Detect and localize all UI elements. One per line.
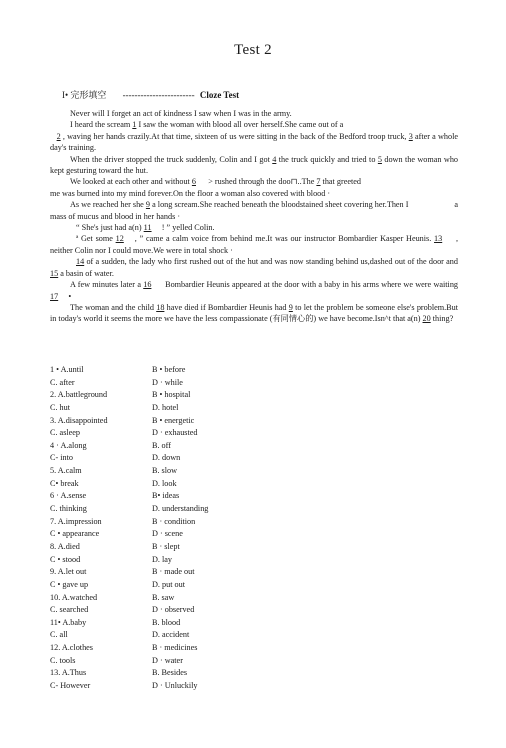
blank-16: 16 — [143, 280, 152, 290]
option-row — [50, 377, 272, 390]
text: to let the problem be someone else's problem.But in today's world it seems the more we have the less compassionate (有同情心的) we have become.Isn^t that a(n) — [50, 302, 458, 324]
option-right: B · made out — [152, 567, 195, 577]
option-right: B. off — [152, 440, 171, 450]
option-row — [50, 629, 272, 642]
text: ª Get some — [76, 234, 116, 244]
option-right: B • hospital — [152, 390, 191, 400]
text: down the woman who kept gesturing toward the hut. — [50, 154, 459, 176]
text: have died if Bombardier Heunis had — [164, 302, 289, 312]
option-row — [50, 554, 272, 567]
blank-11: 11 — [143, 223, 152, 233]
option-right: B. slow — [152, 466, 178, 476]
option-left: 11• A.baby — [50, 617, 87, 627]
blank-12: 12 — [115, 234, 124, 244]
option-row — [50, 415, 272, 428]
paragraph-1: Never will I forget an act of kindness I saw when I was in the army. — [70, 109, 292, 118]
option-left: C. asleep — [50, 428, 81, 438]
option-left: C • appearance — [50, 529, 100, 539]
option-row — [50, 503, 272, 516]
paragraph-5 — [50, 199, 458, 222]
blank-5: 5 — [377, 154, 382, 164]
text: I heard the scream — [70, 120, 133, 130]
option-row — [50, 528, 272, 541]
option-row — [50, 465, 272, 478]
blank-18: 18 — [156, 302, 165, 312]
text: • — [66, 291, 72, 301]
blank-6: 6 — [191, 177, 196, 187]
text: a mass of mucus and blood in her hands · — [50, 200, 459, 221]
blank-13: 13 — [434, 234, 443, 244]
option-right: D. put out — [152, 579, 185, 589]
paragraph-10 — [50, 302, 458, 325]
paragraph-8 — [50, 256, 458, 279]
option-row — [50, 490, 272, 503]
option-row — [50, 516, 272, 529]
paragraph-7 — [50, 233, 458, 256]
option-row — [50, 604, 272, 617]
text: a long scream.She reached beneath the bloodstained sheet covering her.Then I — [150, 200, 411, 210]
text: Bombardier Heunis appeared at the door with a baby in his arms where we were waiting — [162, 280, 459, 290]
option-row — [50, 452, 272, 465]
section-dashes: ------------------------ — [122, 90, 195, 100]
option-left: 10. A.watched — [50, 592, 98, 602]
text: I saw the woman with blood all over herself.She came out of a — [136, 120, 344, 130]
blank-7: 7 — [316, 177, 321, 187]
option-row — [50, 579, 272, 592]
option-right: D. accident — [152, 630, 190, 640]
option-left: C • gave up — [50, 579, 89, 589]
text: a basin of water. — [58, 268, 114, 278]
option-left: 13. A.Thus — [50, 668, 87, 678]
option-right: D. understanding — [152, 504, 209, 514]
option-row — [50, 642, 272, 655]
answer-options — [50, 364, 272, 693]
text: after a whole day's training. — [50, 131, 459, 153]
text: , waving her hands crazily.At that time, sixteen of us were sitting in the back of the Bedford troop truck, — [60, 131, 409, 141]
paragraph-3 — [50, 154, 458, 177]
option-row — [50, 427, 272, 440]
blank-14: 14 — [76, 257, 85, 267]
text: ⊓ — [290, 177, 298, 187]
text: A few minutes later a — [70, 280, 144, 290]
cloze-passage — [50, 108, 458, 325]
option-left: C- However — [50, 681, 91, 691]
blank-15: 15 — [50, 268, 59, 278]
option-left: 4 · A.along — [50, 440, 87, 450]
option-right: B• ideas — [152, 491, 180, 501]
option-left: 12. A.clothes — [50, 643, 93, 653]
option-right: B. Besides — [152, 668, 188, 678]
option-row — [50, 402, 272, 415]
paragraph-9 — [50, 279, 458, 302]
option-right: D · observed — [152, 605, 195, 615]
option-row — [50, 364, 272, 377]
option-left: 1 • A.until — [50, 365, 84, 374]
option-row — [50, 655, 272, 668]
blank-17: 17 — [50, 291, 59, 301]
option-left: C. tools — [50, 655, 76, 665]
option-left: 7. A.impression — [50, 516, 102, 526]
text: > rushed through the doo — [206, 177, 291, 187]
section-label: Cloze Test — [199, 90, 240, 100]
option-left: 3. A.disappointed — [50, 415, 108, 425]
option-right: B. blood — [152, 617, 181, 627]
text: , neither Colin nor I could move.We were in total shock · — [50, 234, 459, 255]
option-right: D · while — [152, 377, 183, 387]
page-title: Test 2 — [234, 42, 272, 58]
text: When the driver stopped the truck suddenly, Colin and I got — [70, 154, 273, 164]
option-left: C• break — [50, 478, 79, 488]
option-row — [50, 680, 272, 693]
option-right: D. look — [152, 478, 177, 488]
option-left: 9. A.let out — [50, 567, 87, 577]
paragraph-6 — [50, 222, 458, 233]
blank-4: 4 — [272, 154, 277, 164]
blank-19: 9 — [288, 302, 293, 312]
option-row — [50, 592, 272, 605]
option-right: D. down — [152, 453, 181, 463]
text: ! ” yelled Colin. — [159, 223, 215, 233]
option-left: 8. A.died — [50, 541, 80, 551]
option-left: 6 · A.sense — [50, 491, 87, 501]
text: ..The — [297, 177, 317, 187]
option-left: C. searched — [50, 605, 89, 615]
option-left: C- into — [50, 453, 73, 463]
text: , ” came a calm voice from behind me.It was our instructor Bombardier Kasper Heunis. — [132, 234, 435, 244]
option-right: B · slept — [152, 541, 180, 551]
section-name: 完形填空 — [70, 90, 107, 100]
paragraph-4 — [50, 176, 458, 199]
option-row — [50, 566, 272, 579]
option-row — [50, 389, 272, 402]
text: of a sudden, the lady who first rushed out of the hut and was now standing behind us,dashed out of the door and — [84, 257, 458, 267]
option-right: B • energetic — [152, 415, 195, 425]
option-row — [50, 440, 272, 453]
option-right: B · medicines — [152, 643, 198, 653]
option-right: D · water — [152, 655, 183, 665]
text: As we reached her she — [70, 200, 146, 210]
option-right: D · scene — [152, 529, 183, 539]
option-left: C. thinking — [50, 504, 87, 514]
option-left: C • stood — [50, 554, 81, 564]
text: that greeted — [320, 177, 361, 187]
text: me was burned into my mind forever.On the floor a woman also covered with blood · — [50, 188, 331, 198]
text: thing? — [430, 314, 454, 324]
text: The woman and the child — [70, 302, 157, 312]
option-right: B · condition — [152, 516, 196, 526]
paragraph-2 — [50, 119, 458, 153]
option-row — [50, 541, 272, 554]
option-left: 5. A.calm — [50, 466, 82, 476]
option-right: D · exhausted — [152, 428, 198, 438]
option-left: C. hut — [50, 402, 71, 412]
option-right: D. hotel — [152, 402, 179, 412]
section-heading — [62, 88, 239, 101]
option-right: D. lay — [152, 554, 173, 564]
option-right: D · Unluckily — [152, 681, 198, 691]
option-left: C. all — [50, 630, 68, 640]
section-number: I• — [62, 90, 69, 100]
text: “ She's just had a(n) — [76, 223, 144, 233]
blank-8: 9 — [145, 200, 150, 210]
blank-1: 1 — [132, 120, 137, 130]
blank-2: 2 — [56, 131, 61, 141]
option-row — [50, 478, 272, 491]
blank-3: 3 — [408, 131, 413, 141]
option-left: C. after — [50, 377, 75, 387]
option-right: B • before — [152, 365, 186, 374]
option-left: 2. A.battleground — [50, 390, 108, 400]
option-right: B. saw — [152, 592, 175, 602]
text: the truck quickly and tried to — [276, 154, 378, 164]
option-row — [50, 667, 272, 680]
text: We looked at each other and without — [70, 177, 192, 187]
blank-20: 20 — [422, 314, 431, 324]
option-row — [50, 617, 272, 630]
